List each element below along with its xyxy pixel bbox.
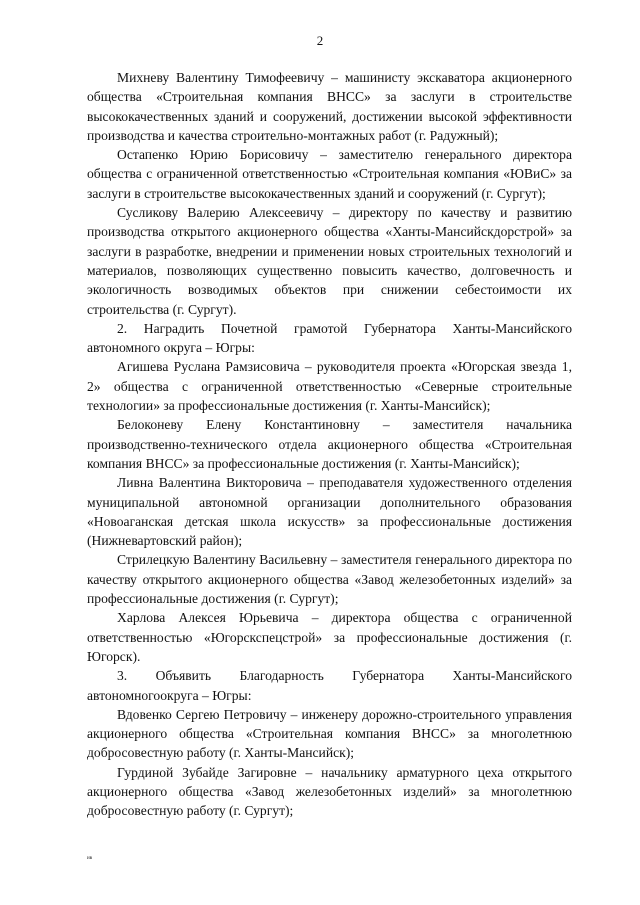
- paragraph-gurdina: Гурдиной Зубайде Загировне – начальнику арматурного цеха открытого акционерного общества «Завод железобетонных изделий» за многолетнюю добросовестную работу (г. Сургут);: [87, 764, 572, 819]
- section-2-heading: 2. Наградить Почетной грамотой Губернатора Ханты-Мансийского автономного округа – Югры:: [87, 320, 572, 356]
- section-3-heading: 3. Объявить Благодарность Губернатора Ханты-Мансийского автономногоокруга – Югры:: [87, 668, 572, 703]
- document-body: [87, 68, 572, 821]
- page-number: 2: [316, 33, 324, 48]
- paragraph-ostapenko: Остапенко Юрию Борисовичу – заместителю генерального директора общества с ограниченной ответственностью «Строительная компания «ЮВиС» за заслуги в строительстве высококачественных зданий и сооружений (г. Сургут);: [87, 147, 572, 201]
- paragraph-striletskaya: Стрилецкую Валентину Васильевну – заместителя генерального директора по качеству открытого акционерного общества «Завод железобетонных изделий» за профессиональные достижения (г. Сургут);: [87, 552, 572, 607]
- paragraph-vdovenko: Вдовенко Сергею Петровичу – инженеру дорожно-строительного управления акционерного общества «Строительная компания ВНСС» за многолетнюю добросовестную работу (г. Ханты-Мансийск);: [87, 706, 572, 761]
- footer-initials: ив: [87, 856, 93, 861]
- paragraph-belokoneva: Белоконеву Елену Константиновну – заместителя начальника производственно-технического отдела акционерного общества «Строительная компания ВНСС» за профессиональные достижения (г. Ханты-Мансийск);: [87, 417, 572, 471]
- paragraph-livna: Ливна Валентина Викторовича – преподавателя художественного отделения муниципальной автономной организации дополнительного образования «Новоаганская детская школа искусств» за профессиональные достижения (Нижневартовский район);: [87, 475, 572, 549]
- paragraph-agishev: Агишева Руслана Рамзисовича – руководителя проекта «Югорская звезда 1, 2» общества с ограниченной ответственностью «Северные строительные технологии» за профессиональные достижения (г. Ханты-Мансийск);: [87, 359, 572, 414]
- paragraph-mikhnev: Михневу Валентину Тимофеевичу – машинисту экскаватора акционерного общества «Строительная компания ВНСС» за заслуги в строительстве высококачественных зданий и сооружений, достижении высокой эффективности производства и качества строительно-монтажных работ (г. Радужный);: [87, 70, 572, 143]
- paragraph-kharlov: Харлова Алексея Юрьевича – директора общества с ограниченной ответственностью «Югорскспецстрой» за профессиональные достижения (г. Югорск).: [87, 610, 572, 664]
- paragraph-suslikov: Сусликову Валерию Алексеевичу – директору по качеству и развитию производства открытого акционерного общества «Ханты-Мансийскдорстрой» за заслуги в разработке, внедрении и применении новых строительных технологий и материалов, позволяющих существенно повысить качество, долговечность и экологичность возводимых объектов при снижении себестоимости их строительства (г. Сургут).: [87, 205, 572, 317]
